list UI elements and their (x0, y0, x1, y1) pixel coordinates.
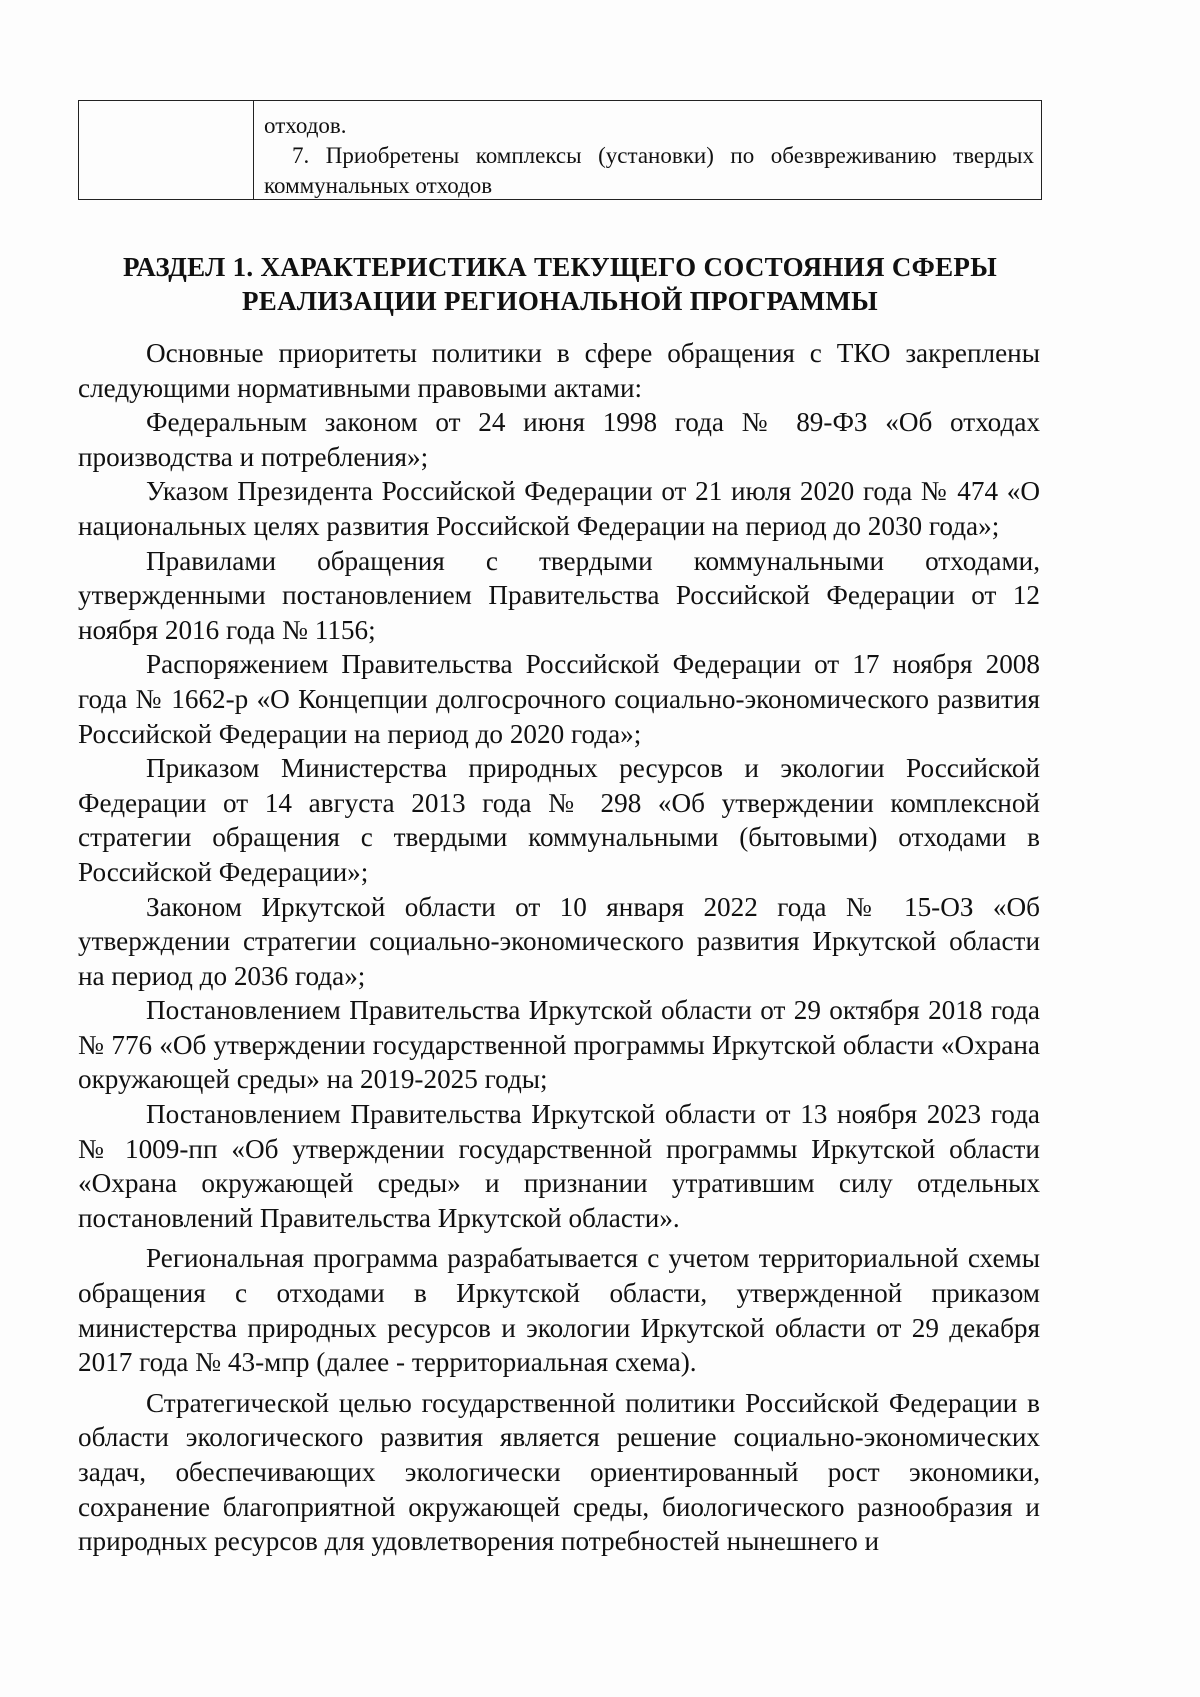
body-text (78, 336, 1040, 1559)
section-heading-line-2: РЕАЛИЗАЦИИ РЕГИОНАЛЬНОЙ ПРОГРАММЫ (242, 286, 878, 316)
table-line-2: 7. Приобретены комплексы (установки) по обезвреживанию твердых коммунальных отходов (264, 143, 1034, 198)
paragraph-resolution-2018: Постановлением Правительства Иркутской области от 29 октября 2018 года № 776 «Об утверждении государственной программы Иркутской области «Охрана окружающей среды» на 2019-2025 годы; (78, 995, 1040, 1095)
table-cell-text (264, 111, 1034, 201)
paragraph-irkutsk-law: Законом Иркутской области от 10 января 2022 года № 15-ОЗ «Об утверждении стратегии социально-экономического развития Иркутской области на период до 2036 года»; (78, 891, 1040, 991)
paragraph-priorities: Основные приоритеты политики в сфере обращения с ТКО закреплены следующими нормативными правовыми актами: (78, 338, 1040, 403)
paragraph-order-concept: Распоряжением Правительства Российской Федерации от 17 ноября 2008 года № 1662-р «О Концепции долгосрочного социально-экономического развития Российской Федерации на период до 2020 года»; (78, 649, 1040, 749)
table-cell-empty (79, 101, 254, 199)
section-heading-line-1: РАЗДЕЛ 1. ХАРАКТЕРИСТИКА ТЕКУЩЕГО СОСТОЯНИЯ СФЕРЫ (122, 252, 998, 282)
paragraph-rules: Правилами обращения с твердыми коммунальными отходами, утвержденными постановлением Правительства Российской Федерации от 12 ноября 2016 года № 1156; (78, 545, 1040, 645)
table-line-1: отходов. (264, 113, 347, 138)
table-fragment (78, 100, 1042, 200)
paragraph-president-decree: Указом Президента Российской Федерации от 21 июля 2020 года № 474 «О национальных целях развития Российской Федерации на период до 2030 года»; (78, 476, 1040, 541)
paragraph-resolution-2023: Постановлением Правительства Иркутской области от 13 ноября 2023 года № 1009-пп «Об утверждении государственной программы Иркутской области «Охрана окружающей среды» и признании утратившим силу отдельных постановлений Правительства Иркутской области». (78, 1099, 1040, 1233)
paragraph-strategic-goal: Стратегической целью государственной политики Российской Федерации в области экологического развития является решение социально-экономических задач, обеспечивающих экологически ориентированный рост экономики, сохранение благоприятной окружающей среды, биологического разнообразия и природных ресурсов для удовлетворения потребностей нынешнего и (78, 1387, 1040, 1557)
paragraph-ministry-order: Приказом Министерства природных ресурсов и экологии Российской Федерации от 14 августа 2013 года № 298 «Об утверждении комплексной стратегии обращения с твердыми коммунальными (бытовыми) отходами в Российской Федерации»; (78, 753, 1040, 887)
section-heading (78, 250, 1042, 318)
paragraph-regional-program: Региональная программа разрабатывается с учетом территориальной схемы обращения с отходами в Иркутской области, утвержденной приказом министерства природных ресурсов и экологии Иркутской области от 29 декабря 2017 года № 43-мпр (далее - территориальная схема). (78, 1243, 1040, 1378)
paragraph-federal-law: Федеральным законом от 24 июня 1998 года № 89-ФЗ «Об отходах производства и потребления»; (78, 407, 1040, 472)
